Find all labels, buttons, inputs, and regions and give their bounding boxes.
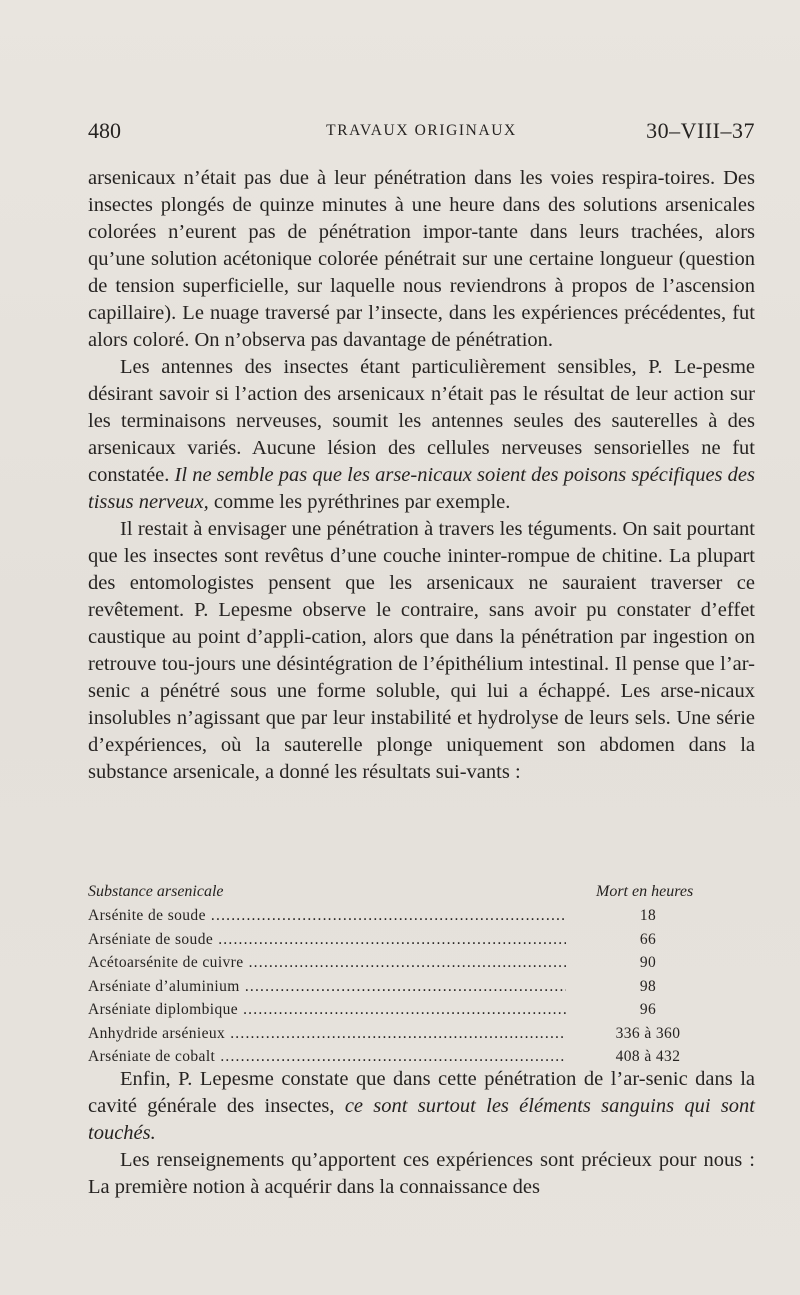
running-title: TRAVAUX ORIGINAUX <box>326 122 517 139</box>
table-row <box>88 998 755 1022</box>
death-hours: 408 à 432 <box>615 1048 681 1065</box>
table-row <box>88 928 755 952</box>
page-number: 480 <box>88 118 121 143</box>
substance-name: Anhydride arsénieux ..... <box>88 1022 566 1046</box>
results-table <box>88 880 755 1069</box>
paragraph-4 <box>88 1066 755 1147</box>
table-header <box>88 880 755 904</box>
table-row <box>88 951 755 975</box>
table-row <box>88 904 755 928</box>
death-hours: 18 <box>639 907 657 924</box>
death-hours: 96 <box>639 1001 657 1018</box>
death-hours: 90 <box>639 954 657 971</box>
substance-name: Acétoarsénite de cuivre ..... <box>88 951 566 975</box>
paragraph-1 <box>88 165 755 354</box>
substance-name: Arsénite de soude ..... <box>88 904 566 928</box>
death-hours: 66 <box>639 930 657 948</box>
closing-text <box>88 1066 755 1201</box>
text-segment: Enfin, P. Lepesme constate que dans cette pénétration de l’ar-senic dans la cavité générale des insectes, <box>88 1068 755 1117</box>
text-segment: comme les pyréthrines par exemple. <box>208 491 511 513</box>
header-hours: Mort en heures <box>596 883 694 900</box>
paragraph-2 <box>88 354 755 516</box>
running-header <box>88 118 755 150</box>
table-row <box>88 1045 755 1069</box>
italic-text: Il ne semble pas que les arse-nicaux soient des poisons spécifiques des tissus nerveux, <box>88 464 756 513</box>
italic-text: ce sont surtout les éléments sanguins qui sont touchés. <box>88 1095 756 1144</box>
death-hours: 98 <box>639 977 657 995</box>
body-text <box>88 165 755 786</box>
text-segment: Les renseignements qu’apportent ces expériences sont précieux pour nous : La première notion à acquérir dans la connaissance des <box>88 1149 755 1198</box>
substance-name: Arséniate diplombique ..... <box>88 998 566 1022</box>
substance-name: Arséniate de cobalt ..... <box>88 1045 566 1069</box>
paragraph-3 <box>88 516 755 786</box>
text-segment: arsenicaux n’était pas due à leur pénétration dans les voies respira-toires. Des insectes plongés de quinze minutes à une heure dans des solutions arsenicales colorées n’eurent pas de pénétration impor-tante dans leurs trachées, alors qu’une solution acétonique colorée pénétrait sur une certaine longueur (question de tension superficielle, sur laquelle nous reviendrons à propos de l’ascension capillaire). Le nuage traversé par l’insecte, dans les expériences précédentes, fut alors coloré. On n’observa pas davantage de pénétration. <box>88 167 755 351</box>
text-segment: Il restait à envisager une pénétration à travers les téguments. On sait pourtant que les insectes sont revêtus d’une couche ininter-rompue de chitine. La plupart des entomologistes pensent que les arsenicaux ne sauraient traverser ce revêtement. P. Lepesme observe le contraire, sans avoir pu constater d’effet caustique au point d’appli-cation, alors que dans la pénétration par ingestion on retrouve tou-jours une désintégration de l’épithélium intestinal. Il pense que l’ar-senic a pénétré sous une forme soluble, qui lui a échappé. Les arse-nicaux insolubles n’agissant que par leur instabilité et hydrolyse de leurs sels. Une série d’expériences, où la sauterelle plonge uniquement son abdomen dans la substance arsenicale, a donné les résultats sui-vants : <box>88 518 755 783</box>
issue-date: 30–VIII–37 <box>646 118 755 143</box>
text-segment: Les antennes des insectes étant particulièrement sensibles, P. Le-pesme désirant savoir si l’action des arsenicaux n’était pas le résultat de leur action sur les terminaisons nerveuses, soumit les antennes seules des sauterelles à des arsenicaux variés. Aucune lésion des cellules nerveuses sensorielles ne fut constatée. <box>88 356 755 486</box>
paragraph-5 <box>88 1147 755 1201</box>
table-row <box>88 1022 755 1046</box>
substance-name: Arséniate de soude ..... <box>88 928 566 952</box>
death-hours: 336 à 360 <box>615 1024 681 1042</box>
table-row <box>88 975 755 999</box>
substance-name: Arséniate d’aluminium ..... <box>88 975 566 999</box>
header-substance: Substance arsenicale <box>88 883 224 900</box>
